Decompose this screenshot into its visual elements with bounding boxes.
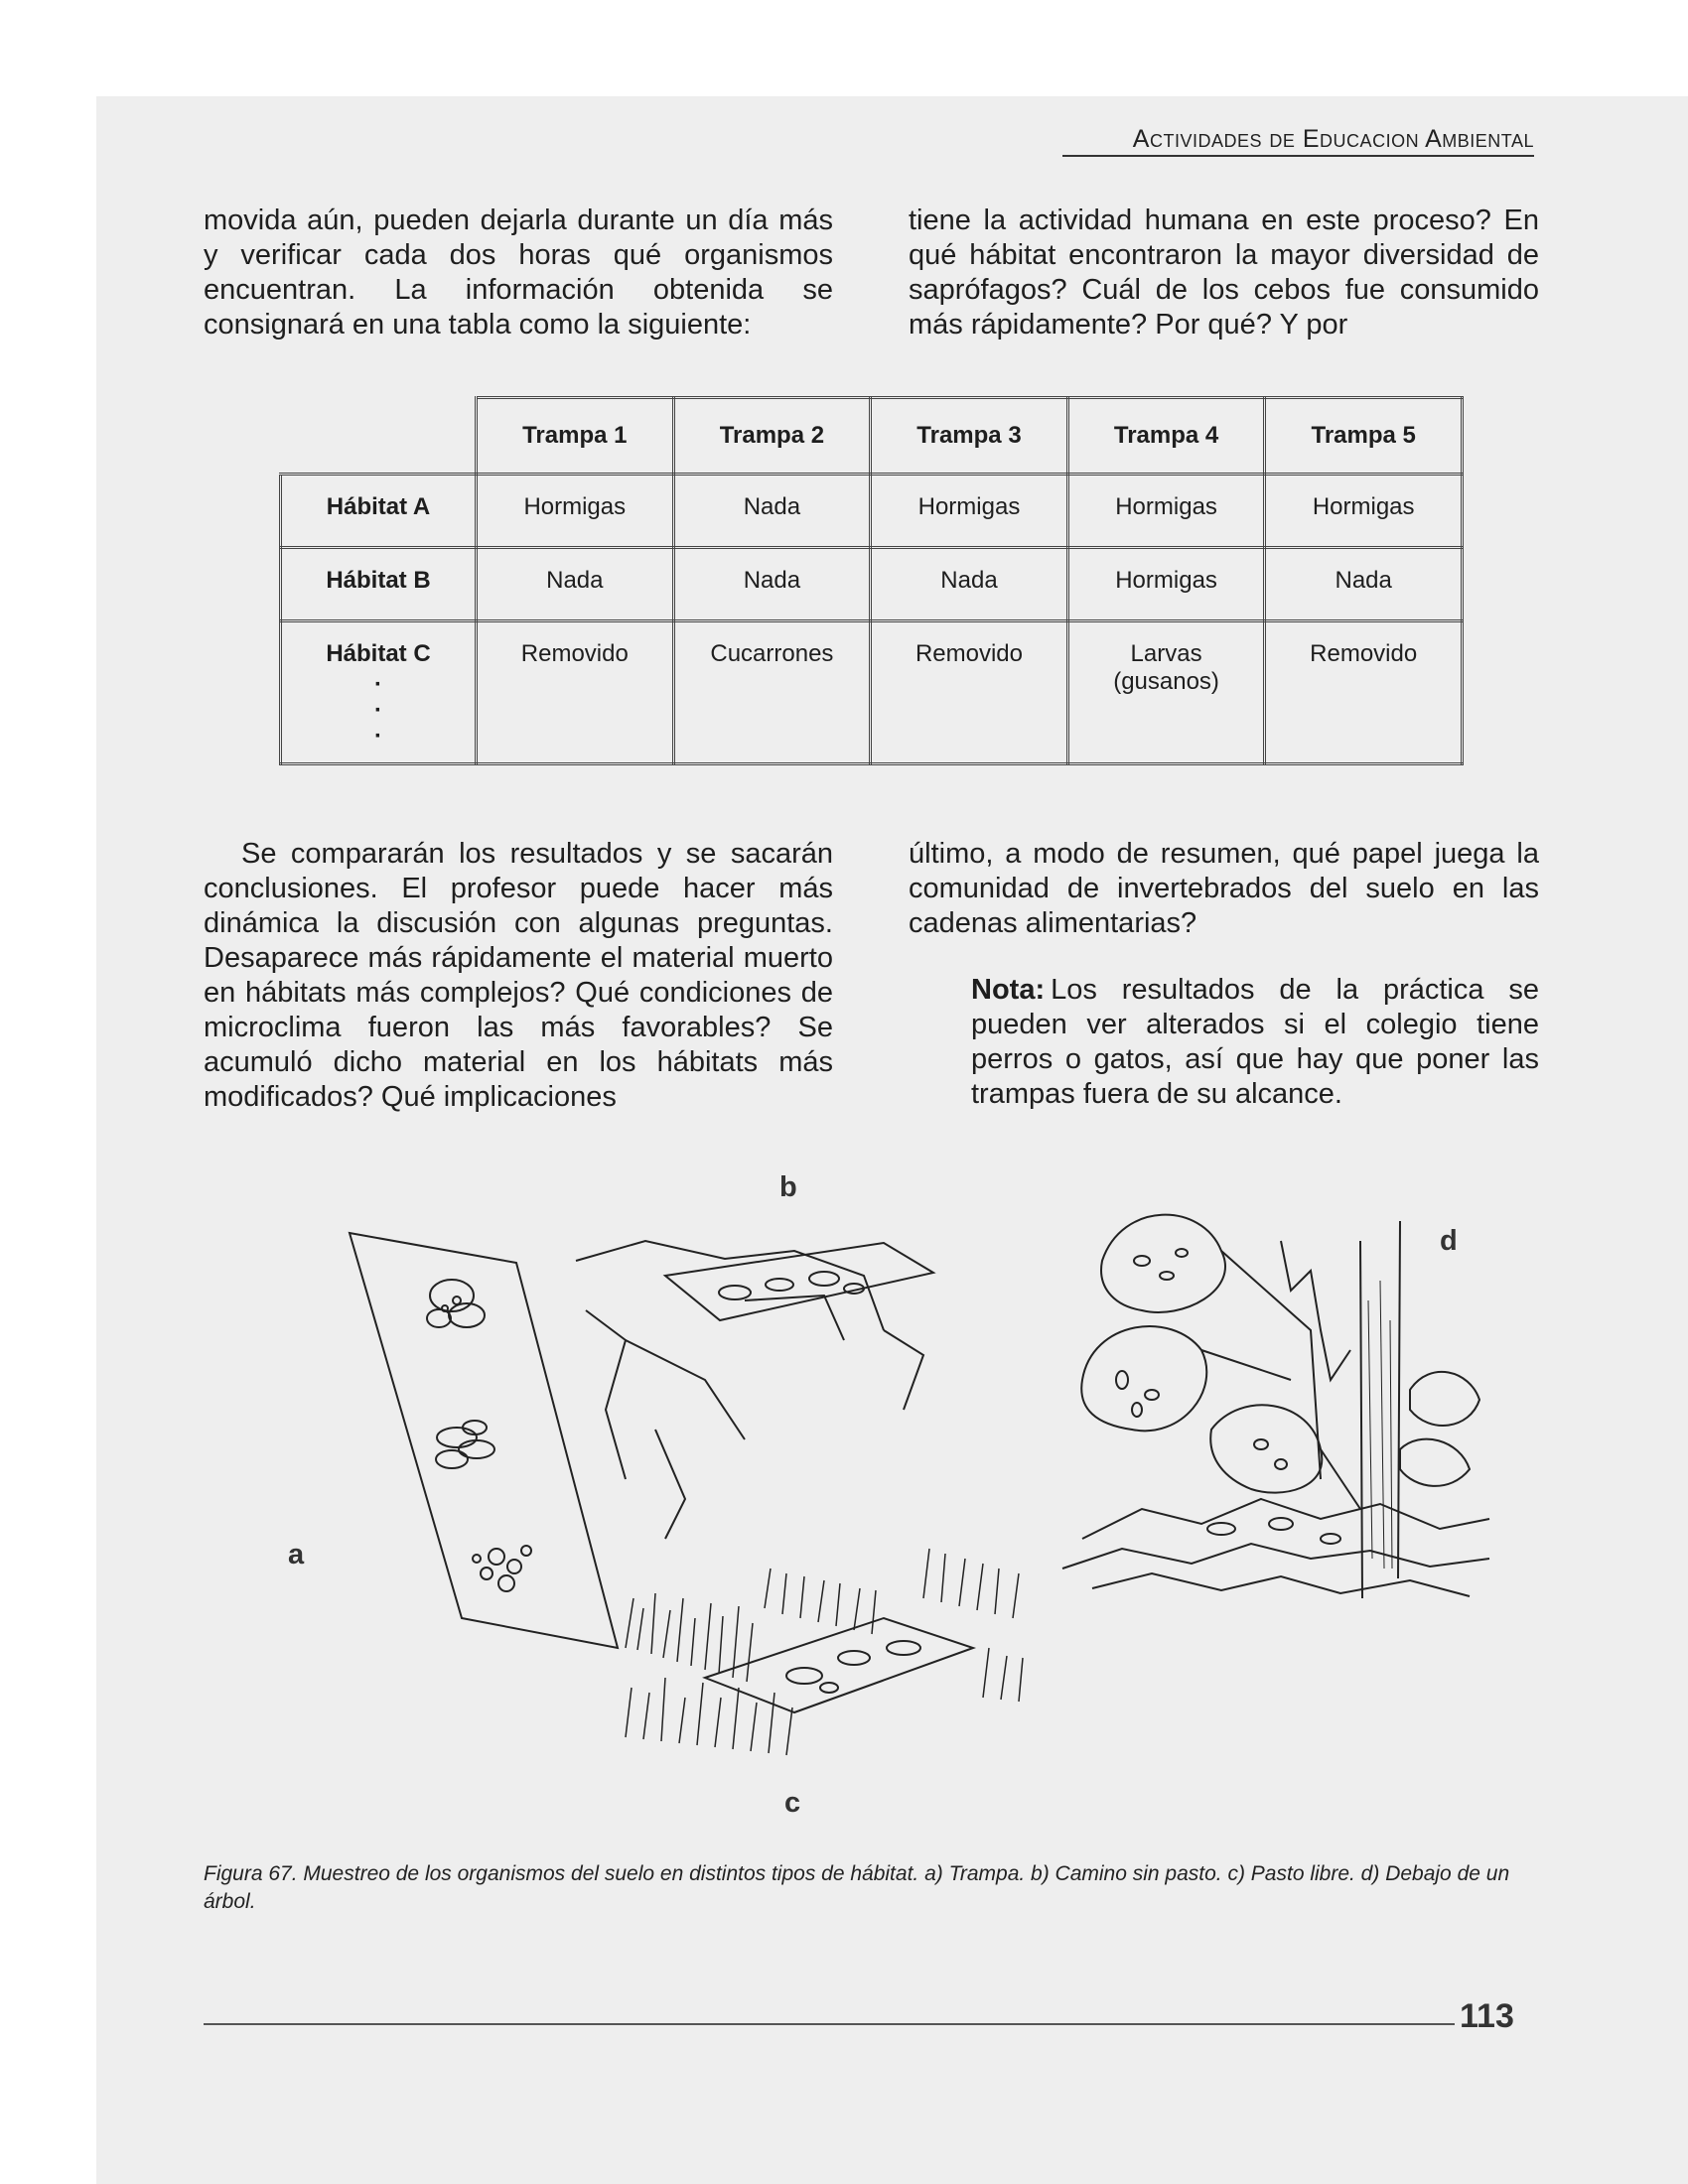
- continuation-dots: · · ·: [374, 671, 382, 750]
- figure-label-b: b: [779, 1171, 797, 1203]
- body-text-right-bottom: [909, 837, 1539, 941]
- paragraph: último, a modo de resumen, qué papel juega la comunidad de invertebrados del suelo en las cadenas alimentarias?: [909, 838, 1539, 939]
- paragraph: Se compararán los resultados y se sacarán conclusiones. El profesor puede hacer más dinámica la discusión con algunas preguntas. Desaparece más rápidamente el material muerto en hábitats más complejos? Qué condiciones de microclima fueron las más favorables? Se acumuló dicho material en los hábitats más modificados? Qué implicaciones: [204, 838, 833, 1113]
- row-header: Hábitat C: [326, 640, 431, 667]
- paragraph: tiene la actividad humana en este proceso? En qué hábitat encontraron la mayor diversidad de saprófagos? Cuál de los cebos fue consumido más rápidamente? Por qué? Y por: [909, 205, 1539, 341]
- note-box: [971, 973, 1539, 1112]
- table-cell: Nada: [673, 475, 871, 548]
- table-cell: Nada: [871, 548, 1068, 621]
- grass-patch: [705, 1618, 973, 1712]
- column-header: Trampa 2: [673, 398, 871, 475]
- bare-path: [576, 1241, 933, 1539]
- tree-scene: [1062, 1215, 1489, 1598]
- table-cell: Nada: [477, 548, 674, 621]
- table-cell: Hormigas: [1067, 548, 1265, 621]
- table-header-row: [281, 398, 1463, 475]
- row-header-cell: [281, 621, 477, 764]
- table-cell: Hormigas: [871, 475, 1068, 548]
- note-text: Los resultados de la práctica se pueden ver alterados si el colegio tiene perros o gatos, así que hay que poner las trampas fuera de su alcance.: [971, 974, 1539, 1110]
- table-cell: Nada: [673, 548, 871, 621]
- paragraph: [971, 973, 1539, 1112]
- footer-rule: [204, 2023, 1455, 2025]
- figure-label-d: d: [1440, 1225, 1458, 1257]
- figure-drawing: [328, 1181, 1569, 1817]
- table-cell: Nada: [1265, 548, 1463, 621]
- table-cell: Cucarrones: [673, 621, 871, 764]
- table-cell: Removido: [477, 621, 674, 764]
- page-number: 113: [1460, 1997, 1514, 2035]
- table-cell: Larvas (gusanos): [1067, 621, 1265, 764]
- table-cell: Hormigas: [1265, 475, 1463, 548]
- column-header: Trampa 3: [871, 398, 1068, 475]
- table-corner: [281, 398, 477, 475]
- running-header: Actividades de Educacion Ambiental: [1132, 125, 1534, 153]
- table-cell: Removido: [1265, 621, 1463, 764]
- paragraph: movida aún, pueden dejarla durante un día más y verificar cada dos horas qué organismos encuentran. La información obtenida se consignará en una tabla como la siguiente:: [204, 205, 833, 341]
- table-row: [281, 475, 1463, 548]
- body-text-right-top: [909, 204, 1539, 342]
- body-text-left-bottom: [204, 837, 833, 1115]
- organism-cluster: [427, 1280, 485, 1327]
- column-header: Trampa 5: [1265, 398, 1463, 475]
- leaf-cluster: [436, 1421, 494, 1468]
- figure-caption: Figura 67. Muestreo de los organismos del suelo en distintos tipos de hábitat. a) Trampa. b) Camino sin pasto. c) Pasto libre. d) Debajo de un árbol.: [204, 1862, 1510, 1913]
- table-cell: Hormigas: [477, 475, 674, 548]
- figure-illustration: [288, 1171, 1569, 1819]
- table-cell: Hormigas: [1067, 475, 1265, 548]
- note-label: Nota:: [971, 974, 1046, 1006]
- insect-cluster: [473, 1546, 531, 1591]
- table-row: [281, 621, 1463, 764]
- table-row: [281, 548, 1463, 621]
- row-header: Hábitat B: [281, 548, 477, 621]
- row-header: Hábitat A: [281, 475, 477, 548]
- results-table: [279, 396, 1464, 765]
- figure-label-c: c: [784, 1787, 801, 1819]
- column-header: Trampa 1: [477, 398, 674, 475]
- body-text-left-top: [204, 204, 833, 342]
- header-rule: [1062, 155, 1534, 157]
- table-cell: Removido: [871, 621, 1068, 764]
- figure-label-a: a: [288, 1539, 305, 1570]
- column-header: Trampa 4: [1067, 398, 1265, 475]
